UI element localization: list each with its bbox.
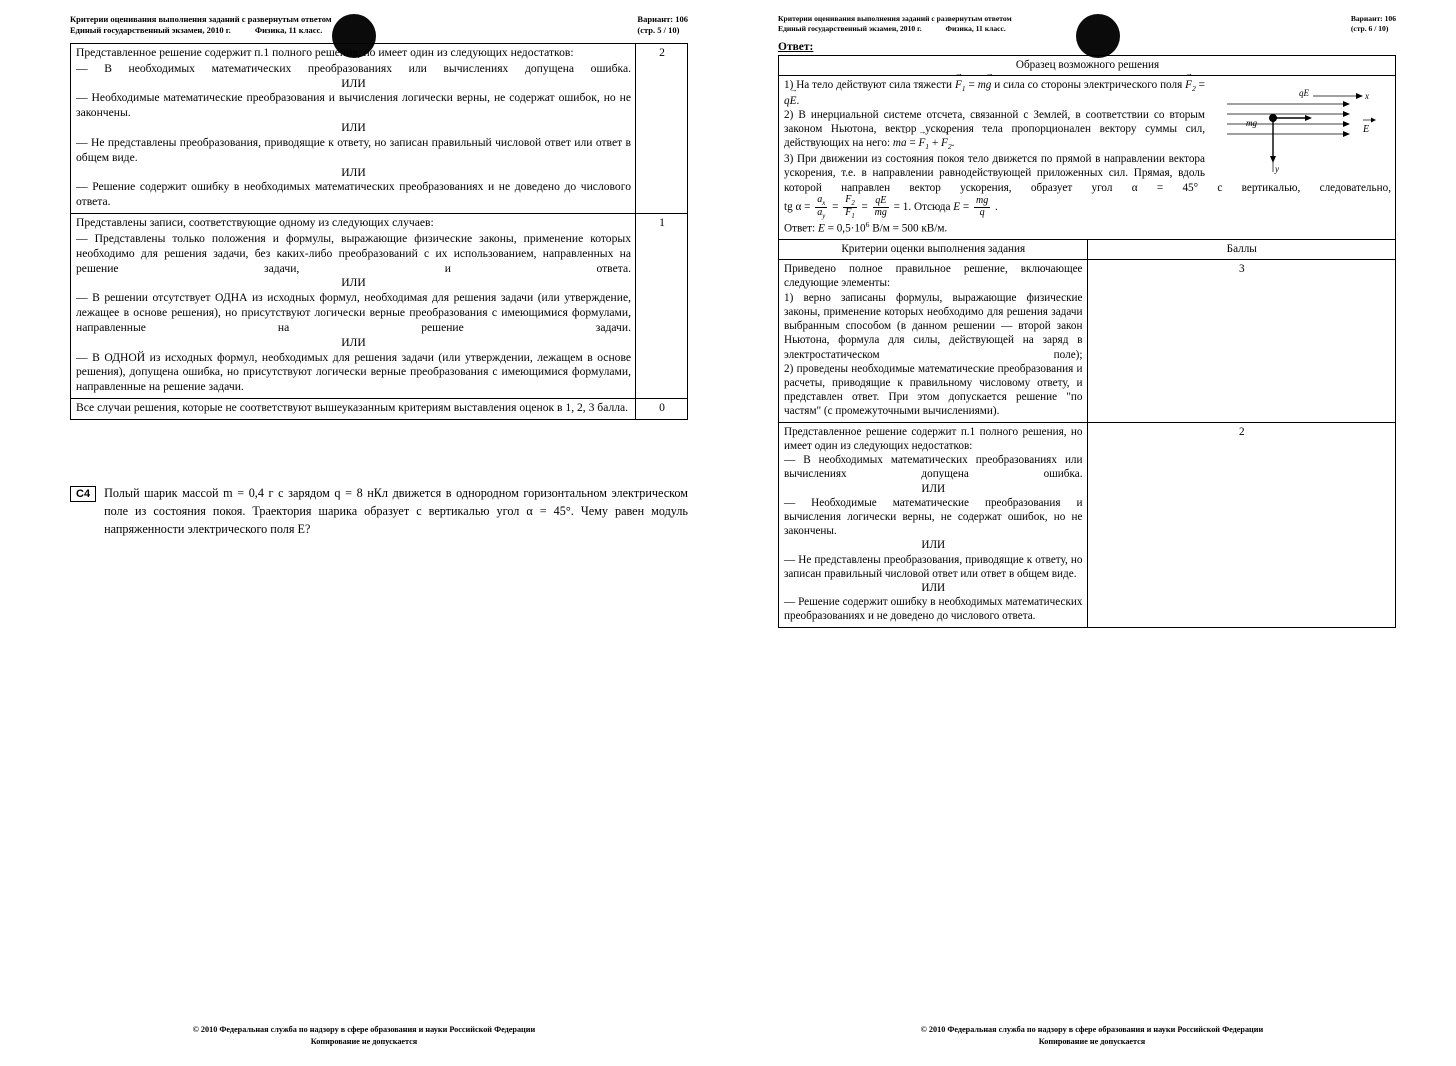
table-row: [779, 75, 1396, 239]
solution-table-right: [778, 55, 1396, 628]
header-exam-left: Единый государственный экзамен, 2010 г.: [70, 25, 231, 36]
solution-formula: tg α = $\frac{a_x}{a_y}$ = $\frac{F_2}{F_1}$ = $\frac{qE}{mg}$ = 1. Отсюда E = $\frac{mg}{q}$ .: [784, 193, 998, 220]
force-diagram-svg: [1213, 80, 1391, 176]
criteria-score: 2: [636, 43, 688, 213]
footer-notice: Копирование не допускается: [310, 1037, 418, 1047]
criteria-cell: [779, 422, 1088, 627]
criteria-paragraph: — В ОДНОЙ из исходных формул, необходимых для решения задачи (или утверждении, лежащем в основе решения), допущена ошибка, но присутствуют логически верные преобразования с имеющимися формулами, направленные на решение задачи.: [76, 350, 631, 394]
criteria-or: ИЛИ: [341, 276, 366, 290]
footer-copyright: © 2010 Федеральная служба по надзору в сфере образования и науки Российской Федерации: [920, 1025, 1264, 1035]
criteria-table-left: [70, 43, 688, 420]
header-title-left: Критерии оценивания выполнения заданий с развернутым ответом: [70, 14, 332, 24]
solution-step: 3) При движении из состояния покоя тело движется по прямой в направлении вектора ускорения, т.е. в направлении равнодействующей приложенных сил. Прямая, вдоль которой направлен вектор ускорения, образует угол α = 45° с вертикалью, следовательно,: [784, 153, 1391, 194]
header-exam-right: Единый государственный экзамен, 2010 г.: [778, 24, 922, 34]
criteria-score: 2: [1087, 422, 1396, 627]
criteria-score: 3: [1087, 260, 1396, 422]
page-footer-left: [0, 1024, 728, 1048]
task-text: Полый шарик массой m = 0,4 г с зарядом q = 8 нКл движется в однородном горизонтальном электрическом поле из состояния покоя. Траектория шарика образует с вертикалью угол α = 45°. Чему равен модуль напряженности электрического поля E?: [104, 485, 688, 537]
criteria-paragraph: Представленное решение содержит п.1 полного решения, но имеет один из следующих недостатков:: [784, 425, 1083, 452]
page-header-left: [70, 14, 688, 37]
criteria-paragraph: — В необходимых математических преобразованиях или вычислениях допущена ошибка.: [784, 454, 1083, 481]
header-subject-left: Физика, 11 класс.: [254, 25, 323, 36]
solution-answer: Ответ: $E = 0,5\cdot 10^6$ В/м = 500 кВ/м.: [784, 220, 948, 235]
force-diagram-figure: [1213, 80, 1391, 176]
criteria-paragraph: 1) верно записаны формулы, выражающие физические законы, применение которых необходимо для решения задачи выбранным способом (в данном решении — второй закон Ньютона, формула для силы, действующей на заряд в электростатическом поле);: [784, 291, 1083, 361]
criteria-score: 0: [636, 398, 688, 419]
sample-solution-title: Образец возможного решения: [779, 55, 1396, 75]
solution-step: 2) В инерциальной системе отсчета, связанной с Землей, в соответствии со вторым законом Ньютона, вектор ускорения тела пропорционален вектору суммы сил, действующих на него: ma → = $F \to_1 + F \to_2$.: [784, 108, 1391, 152]
solution-step: 1) На тело действуют сила тяжести $F \to_1$ = mg → и сила со стороны электрического поля $F \to_2$ = qE →.: [784, 78, 1391, 108]
table-row: [779, 240, 1396, 260]
criteria-paragraph: — Необходимые математические преобразования и вычисления логически верны, не содержат ошибок, но не закончены.: [784, 496, 1083, 538]
header-title-right: Критерии оценивания выполнения заданий с развернутым ответом: [778, 14, 1012, 23]
table-row: [779, 55, 1396, 75]
header-variant-left: Вариант: 106: [637, 14, 688, 24]
criteria-paragraph: — Необходимые математические преобразования и вычисления логически верны, не содержат ошибок, но не закончены.: [76, 91, 631, 120]
criteria-cell: [71, 398, 636, 419]
criteria-or: ИЛИ: [921, 539, 946, 552]
svg-text:x: x: [1365, 90, 1369, 101]
criteria-or: ИЛИ: [921, 582, 946, 595]
table-row: [71, 43, 688, 213]
header-pageno-right: (стр. 6 / 10): [1350, 24, 1389, 34]
table-row: [71, 214, 688, 399]
svg-text:y: y: [1275, 163, 1279, 174]
criteria-or: ИЛИ: [341, 121, 366, 135]
criteria-table-header: Критерии оценки выполнения задания: [779, 240, 1088, 260]
header-pageno-left: (стр. 5 / 10): [637, 25, 680, 36]
points-table-header: Баллы: [1087, 240, 1396, 260]
criteria-or: ИЛИ: [921, 482, 946, 495]
criteria-cell: [779, 260, 1088, 422]
footer-copyright: © 2010 Федеральная служба по надзору в сфере образования и науки Российской Федерации: [192, 1025, 536, 1035]
criteria-paragraph: — В необходимых математических преобразованиях или вычислениях допущена ошибка.: [76, 61, 631, 75]
header-variant-right: Вариант: 106: [1350, 14, 1396, 23]
criteria-paragraph: — Представлены только положения и формулы, выражающие физические законы, применение которых необходимо для решения задачи, без каких-либо преобразований с их использованием, направленных на решение задачи, и ответа.: [76, 231, 631, 275]
task-block-c4: [70, 472, 688, 539]
document-page-right: [728, 0, 1456, 1066]
sample-solution-body: [779, 75, 1396, 239]
task-code-badge: C4: [70, 486, 96, 502]
criteria-or: ИЛИ: [341, 165, 366, 179]
table-row: [779, 260, 1396, 422]
criteria-or: ИЛИ: [341, 76, 366, 90]
criteria-cell: [71, 43, 636, 213]
criteria-paragraph: Представлены записи, соответствующие одному из следующих случаев:: [76, 216, 434, 230]
criteria-paragraph: — Решение содержит ошибку в необходимых математических преобразованиях и не доведено до числового ответа.: [76, 180, 631, 209]
svg-text:E: E: [1363, 123, 1370, 135]
criteria-paragraph: — Не представлены преобразования, приводящие к ответу, но записан правильный числовой ответ или ответ в общем виде.: [76, 135, 631, 164]
page-header-right: [778, 14, 1396, 35]
criteria-paragraph: Все случаи решения, которые не соответствуют вышеуказанным критериям выставления оценок в 1, 2, 3 балла.: [76, 400, 629, 414]
answer-label: Ответ:: [778, 40, 814, 53]
criteria-paragraph: Представленное решение содержит п.1 полного решения, но имеет один из следующих недостатков:: [76, 45, 574, 59]
svg-text:mg: mg: [1246, 117, 1257, 128]
criteria-paragraph: — Не представлены преобразования, приводящие к ответу, но записан правильный числовой ответ или ответ в общем виде.: [784, 553, 1083, 580]
criteria-or: ИЛИ: [341, 335, 366, 349]
header-subject-right: Физика, 11 класс.: [945, 24, 1006, 34]
svg-text:qE: qE: [1299, 87, 1309, 98]
table-row: [779, 422, 1396, 627]
criteria-paragraph: — В решении отсутствует ОДНА из исходных формул, необходимая для решения задачи (или утверждение, лежащее в основе решения), но присутствуют логически верные преобразования с имеющимися формулами, направленные на решение задачи.: [76, 291, 631, 334]
page-footer-right: [728, 1024, 1456, 1048]
criteria-paragraph: Приведено полное правильное решение, включающее следующие элементы:: [784, 263, 1083, 290]
criteria-cell: [71, 214, 636, 399]
criteria-paragraph: — Решение содержит ошибку в необходимых математических преобразованиях и не доведено до числового ответа.: [784, 596, 1083, 623]
criteria-paragraph: 2) проведены необходимые математические преобразования и расчеты, приводящие к правильному числовому ответу, и представлен ответ. При этом допускается решение "по частям" (с промежуточными вычислениями).: [784, 362, 1083, 418]
criteria-score: 1: [636, 214, 688, 399]
table-row: [71, 398, 688, 419]
footer-notice: Копирование не допускается: [1038, 1037, 1146, 1047]
